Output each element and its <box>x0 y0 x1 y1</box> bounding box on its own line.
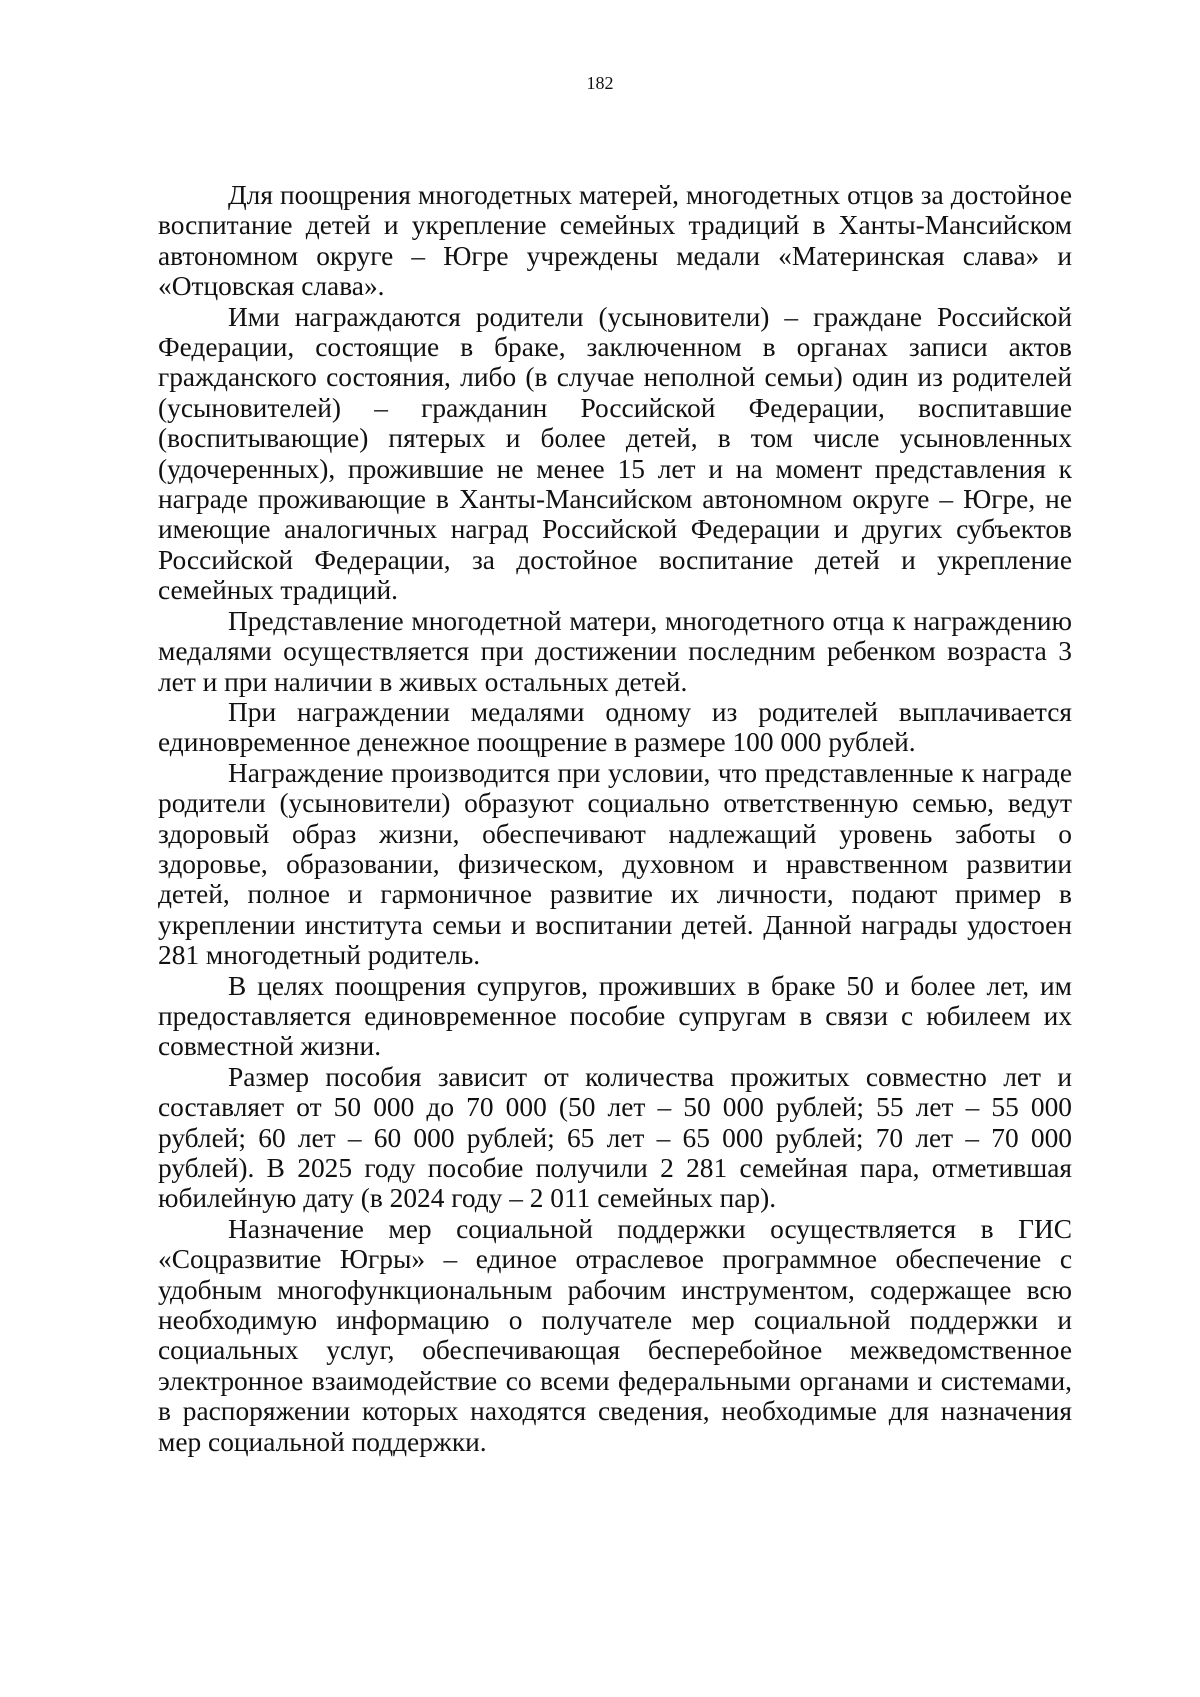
paragraph-medals-established: Для поощрения многодетных матерей, многодетных отцов за достойное воспитание детей и укрепление семейных традиций в Ханты-Мансийском автономном округе – Югре учреждены медали «Материнская слава» и «Отцовская слава». <box>158 180 1072 302</box>
paragraph-gis-system: Назначение мер социальной поддержки осуществляется в ГИС «Соцразвитие Югры» – единое отраслевое программное обеспечение с удобным многофункциональным рабочим инструментом, содержащее всю необходимую информацию о получателе мер социальной поддержки и социальных услуг, обеспечивающая бесперебойное межведомственное электронное взаимодействие со всеми федеральными органами и системами, в распоряжении которых находятся сведения, необходимые для назначения мер социальной поддержки. <box>158 1213 1072 1457</box>
paragraph-award-recipients: Ими награждаются родители (усыновители) – граждане Российской Федерации, состоящие в браке, заключенном в органах записи актов гражданского состояния, либо (в случае неполной семьи) один из родителей (усыновителей) – гражданин Российской Федерации, воспитавшие (воспитывающие) пятерых и более детей, в том числе усыновленных (удочеренных), прожившие не менее 15 лет и на момент представления к награде проживающие в Ханты-Мансийском автономном округе – Югре, не имеющие аналогичных наград Российской Федерации и других субъектов Российской Федерации, за достойное воспитание детей и укрепление семейных традиций. <box>158 301 1072 606</box>
paragraph-allowance-amounts: Размер пособия зависит от количества прожитых совместно лет и составляет от 50 000 до 70 000 (50 лет – 50 000 рублей; 55 лет – 55 000 рублей; 60 лет – 60 000 рублей; 65 лет – 65 000 рублей; 70 лет – 70 000 рублей). В 2025 году пособие получили 2 281 семейная пара, отметившая юбилейную дату (в 2024 году – 2 011 семейных пар). <box>158 1061 1072 1214</box>
paragraph-anniversary-allowance: В целях поощрения супругов, проживших в браке 50 и более лет, им предоставляется единовременное пособие супругам в связи с юбилеем их совместной жизни. <box>158 970 1072 1062</box>
paragraph-cash-reward: При награждении медалями одному из родителей выплачивается единовременное денежное поощрение в размере 100 000 рублей. <box>158 696 1072 758</box>
paragraph-nomination-conditions: Представление многодетной матери, многодетного отца к награждению медалями осуществляется при достижении последним ребенком возраста 3 лет и при наличии в живых остальных детей. <box>158 605 1072 697</box>
document-body <box>158 180 1072 1457</box>
paragraph-award-criteria: Награждение производится при условии, что представленные к награде родители (усыновители) образуют социально ответственную семью, ведут здоровый образ жизни, обеспечивают надлежащий уровень заботы о здоровье, образовании, физическом, духовном и нравственном развитии детей, полное и гармоничное развитие их личности, подают пример в укреплении института семьи и воспитании детей. Данной награды удостоен 281 многодетный родитель. <box>158 757 1072 971</box>
page-number: 182 <box>586 73 614 93</box>
